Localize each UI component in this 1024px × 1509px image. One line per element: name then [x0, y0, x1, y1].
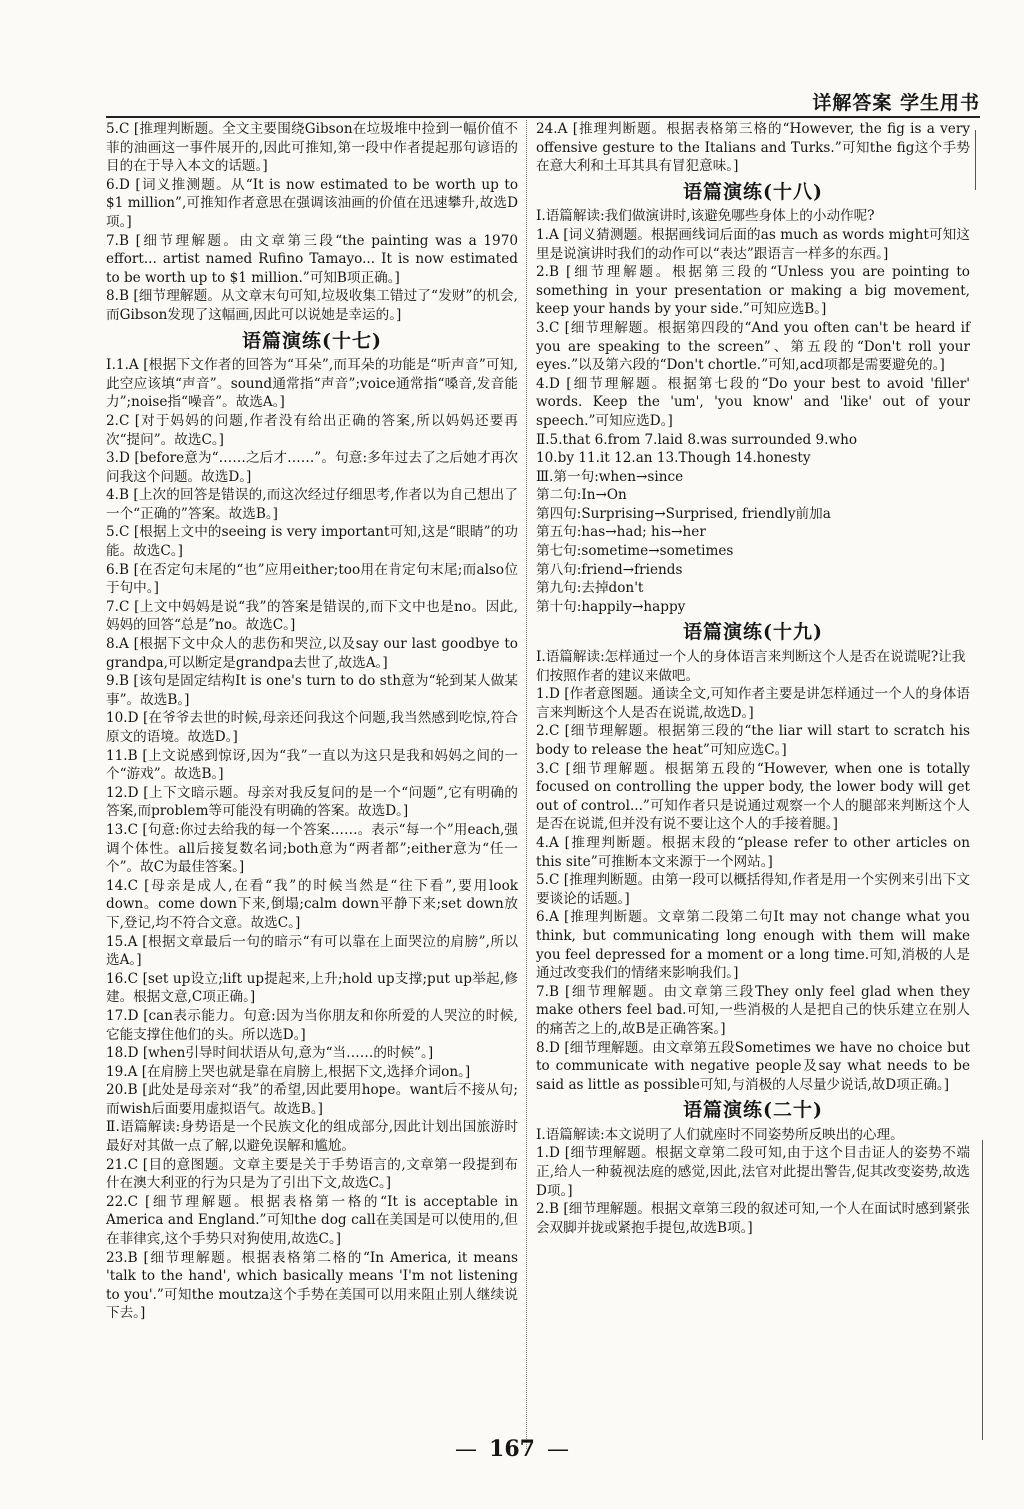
answer-item: 21.C [目的意图题。文章主要是关于手势语言的,文章第一段提到布什在澳大利亚的行为只是为了引出下文,故选C。]	[106, 1156, 518, 1192]
answer-item: 6.A [推理判断题。文章第二段第二句It may not change what you think, but communicating long enough with them will make you feel depressed for a moment or a long time.可知,消极的人是通过改变我们的情绪来影响我们。]	[536, 909, 970, 982]
correction-line: 第七句:sometime→sometimes	[536, 543, 734, 560]
answer-item: 4.D [细节理解题。根据第七段的“Do your best to avoid 'filler' words. Keep the 'um', 'you know' and 'like' out of your speech.”可知应选D。]	[536, 375, 970, 429]
answer-item: 5.C [根据上文中的seeing is very important可知,这是“眼睛”的功能。故选C。]	[106, 524, 518, 560]
page-header: 详解答案 学生用书	[812, 92, 980, 114]
passage-summary: Ⅱ.语篇解读:身势语是一个民族文化的组成部分,因此计划出国旅游时最好对其做一点了解,以避免误解和尴尬。	[106, 1119, 518, 1155]
answer-item: 6.B [在否定句末尾的“也”应用either;too用在肯定句末尾;而also位于句中。]	[106, 561, 518, 597]
section-title-18: 语篇演练(十八)	[683, 180, 823, 203]
correction-line: 第二句:In→On	[536, 487, 627, 504]
answer-item: 7.C [上文中妈妈是说“我”的答案是错误的,而下文中也是no。因此,妈妈的回答“总是”no。故选C。]	[106, 598, 518, 634]
correction-line: 第八句:friend→friends	[536, 561, 683, 578]
answer-item: 14.C [母亲是成人,在看“我”的时候当然是“往下看”,要用look down。come down下来,倒塌;calm down平静下来;set down放下,登记,均不符合文意。故选C。]	[106, 877, 518, 931]
answer-item: 1.D [细节理解题。根据文章第二段可知,由于这个目击证人的姿势不端正,给人一种藐视法庭的感觉,因此,法官对此提出警告,促其改变姿势,故选D项。]	[536, 1145, 970, 1199]
answer-item: 4.B [上次的回答是错误的,而这次经过仔细思考,作者以为自己想出了一个“正确的”答案。故选B。]	[106, 487, 518, 522]
answer-item: 16.C [set up设立;lift up提起来,上升;hold up支撑;put up举起,修建。根据文意,C项正确。]	[106, 970, 518, 1006]
scan-edge-line	[975, 130, 976, 190]
answer-item: 2.B [细节理解题。根据第三段的“Unless you are pointing to something in your presentation or making a big movement, keep your hands by your side.”可知应选B。]	[536, 264, 970, 318]
section-title-20: 语篇演练(二十)	[683, 1099, 823, 1122]
answer-item: 7.B [细节理解题。由文章第三段“the painting was a 1970 effort... artist named Rufino Tamayo... It is now estimated to be worth up to $1 million.”可知B项正确。]	[106, 232, 518, 286]
answer-item: 22.C [细节理解题。根据表格第一格的“It is acceptable in America and England.”可知the dog call在美国是可以使用的,但在菲律宾,这个手势只对狗使用,故选C。]	[106, 1193, 518, 1248]
answer-item: 8.B [细节理解题。从文章末句可知,垃圾收集工错过了“发财”的机会,而Gibson发现了这幅画,因此可以说她是幸运的。]	[106, 288, 518, 323]
left-column	[106, 120, 518, 1323]
page-footer	[0, 1436, 1024, 1462]
answer-item: 10.D [在爷爷去世的时候,母亲还问我这个问题,我当然感到吃惊,符合原文的语境。故选D。]	[106, 710, 518, 745]
answer-item: 17.D [can表示能力。句意:因为当你朋友和你所爱的人哭泣的时候,它能支撑住他们的头。所以选D。]	[106, 1007, 518, 1043]
answer-item: 2.C [细节理解题。根据第三段的“the liar will start to scratch his body to release the heat”可知应选C。]	[536, 723, 970, 758]
answer-item: 5.C [推理判断题。全文主要围绕Gibson在垃圾堆中捡到一幅价值不菲的油画这一事件展开的,因此可推知,第一段中作者提起那句谚语的目的在于导入本文的话题。]	[106, 121, 518, 175]
passage-summary: Ⅰ.语篇解读:我们做演讲时,该避免哪些身体上的小动作呢?	[536, 208, 875, 225]
answer-item: 9.B [该句是固定结构It is one's turn to do sth意为“轮到某人做某事”。故选B。]	[106, 673, 518, 708]
header-rule	[106, 116, 980, 118]
answer-item: 12.D [上下文暗示题。母亲对我反复问的是一个“问题”,它有明确的答案,而problem等可能没有明确的答案。故选D。]	[106, 784, 518, 820]
answer-item: 2.B [细节理解题。根据文章第三段的叙述可知,一个人在面试时感到紧张会双脚并拢或紧抱手提包,故选B项。]	[536, 1201, 970, 1236]
answer-item: Ⅰ.1.A [根据下文作者的回答为“耳朵”,而耳朵的功能是“听声音”可知,此空应该填“声音”。sound通常指“声音”;voice通常指“嗓音,发音能力”;noise指“噪音”。故选A。]	[106, 357, 518, 411]
answer-item: 20.B [此处是母亲对“我”的希望,因此要用hope。want后不接从句;而wish后面要用虚拟语气。故选B。]	[106, 1082, 518, 1117]
passage-summary: Ⅰ.语篇解读:怎样通过一个人的身体语言来判断这个人是否在说谎呢?让我们按照作者的建议来做吧。	[536, 649, 966, 684]
answer-item: 3.C [细节理解题。根据第五段的“However, when one is totally focused on controlling the upper body, the lower body will get out of control...”可知作者只是说通过观察一个人的腿部来判断这个人是否在说谎,但并没有说不要让这个人的手接着腿。]	[536, 760, 970, 833]
answer-item: 2.C [对于妈妈的问题,作者没有给出正确的答案,所以妈妈还要再次“提问”。故选C。]	[106, 412, 518, 448]
answer-item: 7.B [细节理解题。由文章第三段They only feel glad when they make others feel bad.可知,一些消极的人是把自己的快乐建立在别人的痛苦之上的,故B是正确答案。]	[536, 983, 970, 1037]
footer-dash-right: —	[546, 1437, 569, 1462]
answer-item: 19.A [在肩膀上哭也就是靠在肩膀上,根据下文,选择介词on。]	[106, 1063, 471, 1080]
section-title-19: 语篇演练(十九)	[683, 621, 823, 644]
scan-edge-line	[982, 1140, 983, 1440]
answer-item: 4.A [推理判断题。根据末段的“please refer to other articles on this site”可推断本文来源于一个网站。]	[536, 834, 970, 870]
answer-item: 18.D [when引导时间状语从句,意为“当……的时候”。]	[106, 1045, 434, 1062]
passage-summary: Ⅰ.语篇解读:本文说明了人们就座时不同姿势所反映出的心理。	[536, 1126, 904, 1143]
footer-dash-left: —	[455, 1437, 478, 1462]
answer-item: 5.C [推理判断题。由第一段可以概括得知,作者是用一个实例来引出下文要谈论的话题。]	[536, 872, 970, 907]
answer-item: 6.D [词义推测题。从“It is now estimated to be worth up to $1 million”,可推知作者意思在强调该油画的价值在迅速攀升,故选D项。]	[106, 176, 518, 230]
answer-item: 8.A [根据下文中众人的悲伤和哭泣,以及say our last goodbye to grandpa,可以断定是grandpa去世了,故选A。]	[106, 636, 518, 671]
cloze-answers: 10.by 11.it 12.an 13.Though 14.honesty	[536, 450, 811, 467]
cloze-answers: Ⅱ.5.that 6.from 7.laid 8.was surrounded 9.who	[536, 431, 858, 448]
correction-line: 第十句:happily→happy	[536, 598, 686, 615]
answer-item: 3.D [before意为“……之后才……”。句意:多年过去了之后她才再次问我这个问题。故选D。]	[106, 450, 518, 485]
answer-item: 8.D [细节理解题。由文章第五段Sometimes we have no choice but to communicate with negative people及say what needs to be said as little as possible可知,与消极的人尽量少说话,故D项正确。]	[536, 1039, 970, 1093]
answer-item: 15.A [根据文章最后一句的暗示“有可以靠在上面哭泣的肩膀”,所以选A。]	[106, 933, 518, 969]
right-column	[536, 120, 970, 1237]
correction-line: 第九句:去掉don't	[536, 580, 644, 597]
answer-item: 3.C [细节理解题。根据第四段的“And you often can't be heard if you are speaking to the screen”、第五段的“Don't roll your eyes.”以及第六段的“Don't chortle.”可知,acd项都是需要避免的。]	[536, 319, 970, 374]
answers-block-17	[106, 356, 518, 1323]
answer-item: 1.D [作者意图题。通读全文,可知作者主要是讲怎样通过一个人的身体语言来判断这个人是否在说谎,故选D。]	[536, 686, 970, 721]
answer-item: 23.B [细节理解题。根据表格第二格的“In America, it means 'talk to the hand', which basically means 'I'm not listening to you'.”可知the moutza这个手势在美国可以用来阻止别人继续说下去。]	[106, 1249, 518, 1322]
correction-line: 第五句:has→had; his→her	[536, 524, 706, 541]
column-divider	[526, 120, 527, 1449]
correction-line: Ⅲ.第一句:when→since	[536, 468, 684, 485]
correction-line: 第四句:Surprising→Surprised, friendly前加a	[536, 505, 831, 522]
answers-block-16	[106, 120, 518, 325]
answer-item: 11.B [上文说感到惊讶,因为“我”一直以为这只是我和妈妈之间的一个“游戏”。故选B。]	[106, 747, 518, 783]
answer-item: 13.C [句意:你过去给我的每一个答案……。表示“每一个”用each,强调个体性。all后接复数名词;both意为“两者都”;either意为“任一个”。故C为最佳答案。]	[106, 821, 518, 876]
section-title-17: 语篇演练(十七)	[242, 329, 382, 352]
page-number: 167	[489, 1436, 535, 1462]
answer-item: 1.A [词义猜测题。根据画线词后面的as much as words might可知这里是说演讲时我们的动作可以“表达”跟语言一样多的东西。]	[536, 226, 970, 262]
answer-item: 24.A [推理判断题。根据表格第三格的“However, the fig is a very offensive gesture to the Italians and Turks.”可知the fig这个手势在意大利和土耳其具有冒犯意味。]	[536, 121, 970, 175]
